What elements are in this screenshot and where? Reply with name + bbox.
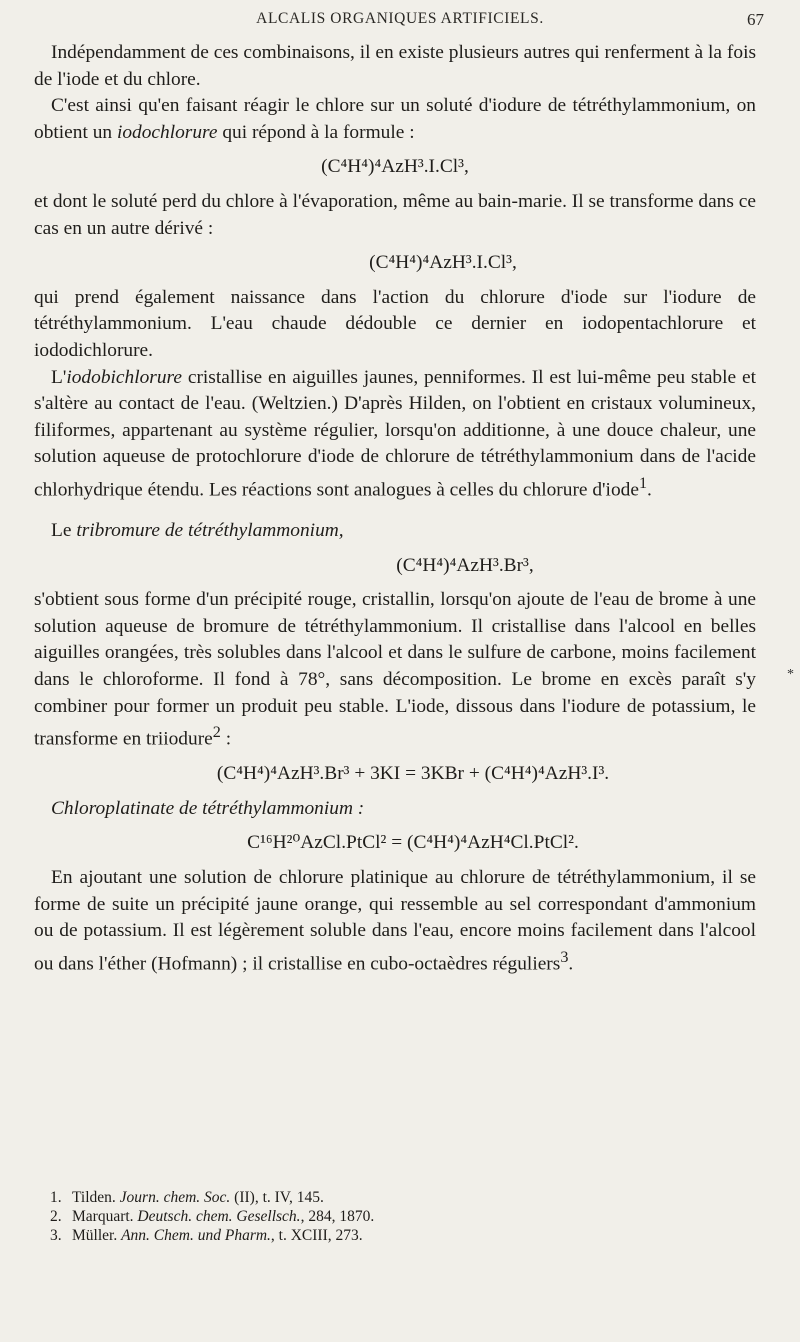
footnote-ref-1: 1	[638, 474, 648, 492]
footnote-number: 1.	[50, 1189, 62, 1206]
paragraph-5-text: cristallise en aiguilles jaunes, penniformes. Il est lui-même peu stable et s'altère au contact de l'eau. (Weltzien.) D'après Hilden, on l'obtient en cristaux volumineux, filiformes, appartenant au système régulier, lorsqu'on additionne, à une douce chaleur, une solution aqueuse de protochlorure d'iode de chlorure de tétréthylammonium dans de l'acide chlorhydrique étendu. Les réactions sont analogues à celles du chlorure d'iode	[34, 366, 756, 501]
paragraph-6-prefix: Le	[51, 519, 77, 541]
footnote-author: Marquart.	[72, 1208, 138, 1226]
term-chloroplatinate: Chloroplatinate de tétréthylammonium :	[51, 797, 365, 819]
paragraph-9	[34, 865, 756, 978]
paragraph-7-text: s'obtient sous forme d'un précipité rouge, cristallin, lorsqu'on ajoute de l'eau de brome à une solution aqueuse de bromure de tétréthylammonium. Il cristallise dans l'alcool en belles aiguilles orangées, très solubles dans l'alcool et dans le sulfure de carbone, moins facilement dans le chloroforme. Il fond à 78°, sans décomposition. Le brome en excès paraît s'y combiner pour former un produit peu stable. L'iode, dissous dans l'iodure de potassium, le transforme en triiodure	[34, 589, 756, 750]
running-title: ALCALIS ORGANIQUES ARTIFICIELS.	[256, 10, 544, 27]
paragraph-5	[34, 365, 756, 504]
footnote-reference: , 284, 1870.	[300, 1208, 375, 1226]
footnote-reference: (II), t. IV, 145.	[230, 1189, 324, 1206]
paragraph-9-end: .	[568, 953, 574, 975]
spacer	[34, 504, 756, 518]
paragraph-5-prefix: L'	[51, 366, 67, 388]
paragraph-2	[34, 93, 756, 146]
footnote-journal: Journ. chem. Soc.	[119, 1189, 231, 1206]
footnote-journal: Ann. Chem. und Pharm.	[121, 1227, 271, 1245]
footnote-reference: , t. XCIII, 273.	[270, 1227, 363, 1245]
footnote-number: 2.	[50, 1208, 62, 1226]
paragraph-3: et dont le soluté perd du chlore à l'évaporation, même au bain-marie. Il se transforme dans ce cas en un autre dérivé :	[34, 190, 756, 239]
term-tribromure: tribromure de tétréthylammonium,	[76, 519, 344, 541]
page-header	[0, 10, 800, 36]
paragraph-2-tail: qui répond à la formule :	[217, 121, 415, 143]
margin-mark: *	[787, 667, 794, 682]
footnote-1	[50, 1188, 750, 1207]
footnote-number: 3.	[50, 1227, 62, 1245]
paragraph-9-text: En ajoutant une solution de chlorure platinique au chlorure de tétréthylammonium, il se forme de suite un précipité jaune orange, qui ressemble au sel correspondant d'ammonium ou de potassium. Il est légèrement soluble dans l'eau, encore moins facilement dans l'alcool ou dans l'éther (Hofmann) ; il cristallise en cubo-octaèdres réguliers	[34, 866, 756, 975]
paragraph-4: qui prend également naissance dans l'action du chlorure d'iode sur l'iodure de tétréthylammonium. L'eau chaude dédouble ce dernier en iodopentachlorure et iododichlorure.	[34, 286, 756, 361]
footnote-ref-3: 3	[560, 948, 569, 966]
formula-chloroplatinate: C¹⁶H²⁰AzCl.PtCl² = (C⁴H⁴)⁴AzH⁴Cl.PtCl².	[247, 832, 579, 854]
footnote-author: Müller.	[72, 1227, 122, 1245]
formula-tribromure: (C⁴H⁴)⁴AzH³.Br³,	[396, 554, 534, 576]
paragraph-5-end: .	[647, 479, 652, 501]
paragraph-6	[34, 518, 756, 545]
page-number: 67	[747, 10, 764, 29]
formula-derivative: (C⁴H⁴)⁴AzH³.I.Cl³,	[369, 252, 517, 274]
page-body	[34, 40, 756, 978]
footnote-author: Tilden.	[72, 1189, 120, 1206]
footnotes	[50, 1188, 750, 1246]
footnote-3	[50, 1226, 750, 1245]
paragraph-8	[34, 796, 756, 823]
footnote-2	[50, 1207, 750, 1226]
term-iodobichlorure: iodobichlorure	[66, 366, 182, 388]
footnote-journal: Deutsch. chem. Gesellsch.	[137, 1208, 301, 1226]
footnote-ref-2: 2	[212, 724, 221, 742]
paragraph-7-end: :	[220, 728, 232, 750]
paragraph-7	[34, 587, 756, 753]
paragraph-2-text: C'est ainsi qu'en faisant réagir le chlore sur un soluté d'iodure de tétréthylammonium, on obtient un	[34, 95, 756, 143]
formula-iodochlorure: (C⁴H⁴)⁴AzH³.I.Cl³,	[321, 156, 469, 178]
formula-triiodure-reaction: (C⁴H⁴)⁴AzH³.Br³ + 3KI = 3KBr + (C⁴H⁴)⁴AzH³.I³.	[216, 763, 610, 785]
term-iodochlorure: iodochlorure	[116, 121, 218, 143]
paragraph-1: Indépendamment de ces combinaisons, il en existe plusieurs autres qui renferment à la fois de l'iode et du chlore.	[34, 42, 756, 90]
